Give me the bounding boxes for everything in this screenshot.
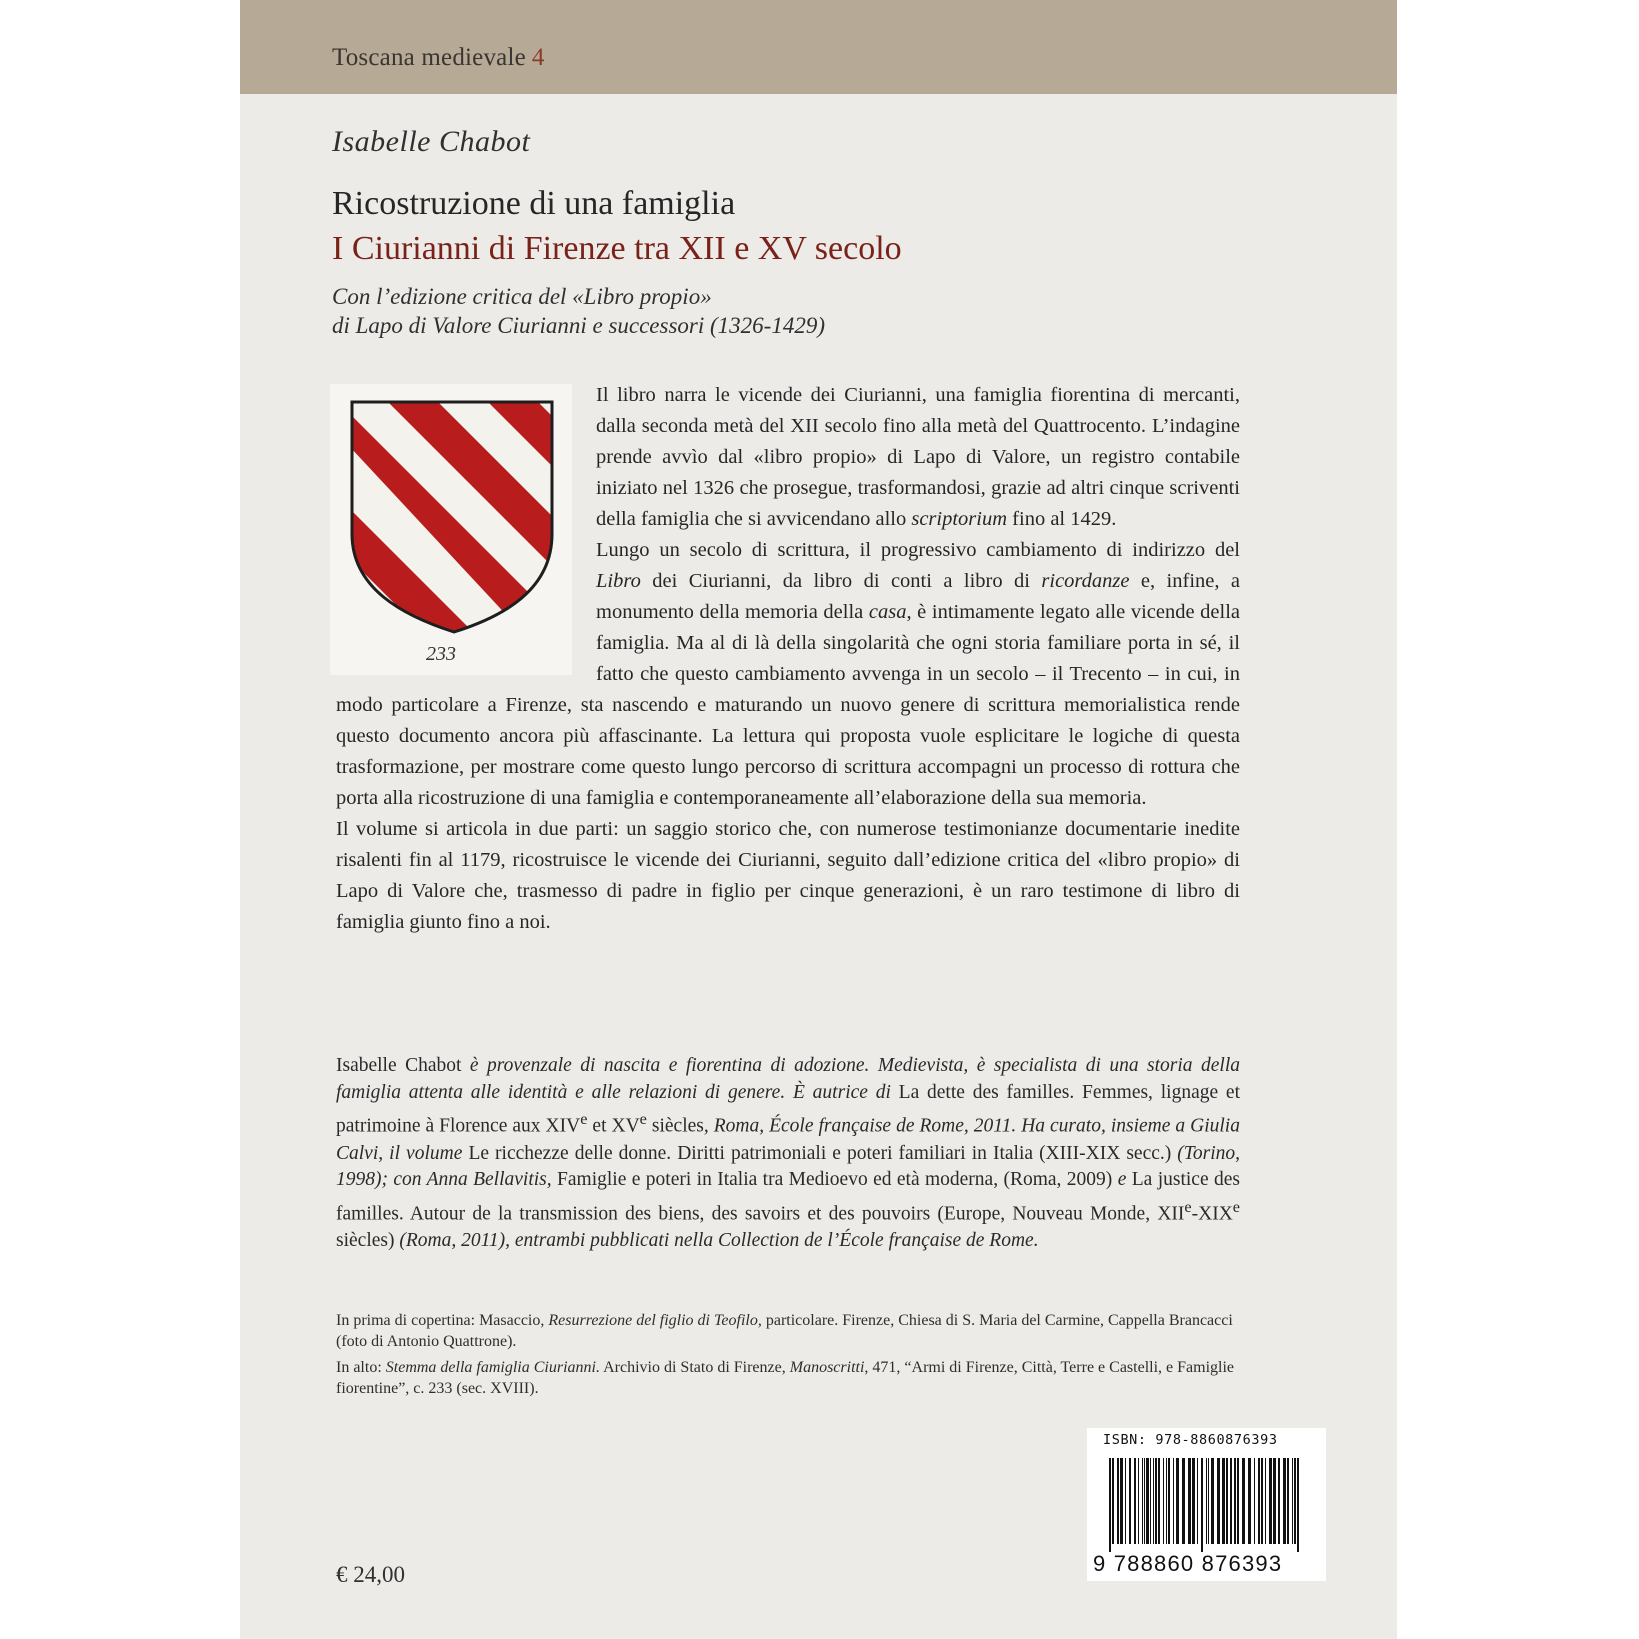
- barcode-bar: [1265, 1458, 1266, 1544]
- barcode-bar: [1138, 1458, 1139, 1544]
- barcode-bar: [1134, 1458, 1136, 1544]
- barcode-bar: [1117, 1458, 1119, 1544]
- barcode-bar: [1254, 1458, 1255, 1544]
- barcode-bar: [1146, 1458, 1149, 1544]
- barcode-bar: [1283, 1458, 1286, 1544]
- barcode-bar: [1201, 1458, 1203, 1552]
- edition-line-2: di Lapo di Valore Ciurianni e successori (1326-1429): [332, 313, 825, 338]
- isbn-barcode: [1087, 1428, 1326, 1581]
- barcode-bar: [1222, 1458, 1225, 1544]
- author-name: Isabelle Chabot: [332, 125, 531, 158]
- barcode-bar: [1125, 1458, 1126, 1544]
- barcode-bar: [1176, 1458, 1179, 1544]
- barcode-bar: [1153, 1458, 1154, 1544]
- barcode-bar: [1173, 1458, 1174, 1544]
- barcode-bar: [1197, 1458, 1198, 1544]
- barcode-bar: [1208, 1458, 1209, 1544]
- description-paragraph-3: Il volume si articola in due parti: un saggio storico che, con numerose testimonianze documentarie inedite risalenti fin al 1179, ricostruisce le vicende dei Ciurianni, seguito dall’edizione critica del «libro propio» di Lapo di Valore che, trasmesso di padre in figlio per cinque generazioni, è un raro testimone di libro di famiglia giunto fino a noi.: [336, 818, 1240, 933]
- price-label: € 24,00: [336, 1562, 405, 1587]
- isbn-digits: 9 788860 876393: [1093, 1551, 1283, 1576]
- series-number: 4: [531, 44, 545, 71]
- barcode-bar: [1150, 1458, 1151, 1544]
- barcode-bar: [1242, 1458, 1245, 1544]
- barcode-bar: [1166, 1458, 1167, 1544]
- barcode-bar: [1144, 1458, 1145, 1544]
- book-back-cover: [240, 0, 1397, 1639]
- barcode-bar: [1109, 1458, 1111, 1552]
- barcode-bar: [1112, 1458, 1114, 1544]
- description-paragraph-2: Lungo un secolo di scrittura, il progressivo cambiamento di indirizzo del Libro dei Ciurianni, da libro di conti a libro di ricordanze e, infine, a monumento della memoria della casa, è intimamente legato alle vicende della famiglia. Ma al di là della singolarità che ogni storia familiare porta in sé, il fatto che questo cambiamento avvenga in un secolo – il Trecento – in cui, in modo particolare a Firenze, sta nascendo e maturando un nuovo genere di scrittura memorialistica rende questo documento ancora più affascinante. La lettura qui proposta vuole esplicitare le logiche di questa trasformazione, per mostrare come questo lungo percorso di scrittura accompagni un processo di rottura che porta alla ricostruzione di una famiglia e contemporaneamente all’elaborazione della sua memoria.: [336, 539, 1241, 809]
- barcode-bar: [1142, 1458, 1143, 1544]
- barcode-bar: [1261, 1458, 1263, 1544]
- edition-note: [332, 282, 1132, 340]
- barcode-bar: [1278, 1458, 1280, 1544]
- barcode-bars-icon: [1087, 1452, 1326, 1552]
- barcode-bar: [1211, 1458, 1214, 1544]
- barcode-bar: [1188, 1458, 1191, 1544]
- barcode-bar: [1287, 1458, 1289, 1544]
- barcode-bar: [1168, 1458, 1170, 1544]
- top-band: [240, 0, 1397, 94]
- edition-line-1: Con l’edizione critica del «Libro propio»: [332, 284, 712, 309]
- barcode-bar: [1294, 1458, 1296, 1544]
- barcode-bar: [1297, 1458, 1299, 1552]
- author-biography: Isabelle Chabot è provenzale di nascita e fiorentina di adozione. Medievista, è specialista di una storia della famiglia attenta alle identità e alle relazioni di genere. È autrice di La dette des familles. Femmes, lignage et patrimoine à Florence aux XIVe et XVe siècles, Roma, École française de Rome, 2011. Ha curato, insieme a Giulia Calvi, il volume Le ricchezze delle donne. Diritti patrimoniali e poteri familiari in Italia (XIII-XIX secc.) (Torino, 1998); con Anna Bellavitis, Famiglie e poteri in Italia tra Medioevo ed età moderna, (Roma, 2009) e La justice des familles. Autour de la transmission des biens, des savoirs et des pouvoirs (Europe, Nouveau Monde, XIIe-XIXe siècles) (Roma, 2011), entrambi pubblicati nella Collection de l’École française de Rome.: [336, 1055, 1240, 1252]
- barcode-bar: [1206, 1458, 1207, 1544]
- image-credits: [336, 1310, 1240, 1404]
- barcode-bar: [1234, 1458, 1236, 1544]
- barcode-bar: [1182, 1458, 1185, 1544]
- barcode-bar: [1129, 1458, 1131, 1544]
- barcode-bar: [1237, 1458, 1239, 1544]
- barcode-bar: [1163, 1458, 1164, 1544]
- barcode-bar: [1230, 1458, 1232, 1544]
- barcode-bar: [1292, 1458, 1293, 1544]
- barcode-bar: [1192, 1458, 1195, 1544]
- crest-number: 233: [426, 643, 456, 665]
- barcode-bar: [1120, 1458, 1123, 1544]
- barcode-bar: [1226, 1458, 1228, 1544]
- barcode-bar: [1258, 1458, 1260, 1544]
- series-title: [332, 44, 545, 72]
- description-paragraph-1: Il libro narra le vicende dei Ciurianni, una famiglia fiorentina di mercanti, dalla seconda metà del XII secolo fino alla metà del Quattrocento. L’indagine prende avvìo dal «libro propio» di Lapo di Valore, un registro contabile iniziato nel 1326 che prosegue, trasformandosi, grazie ad altri cinque scriventi della famiglia che si avvicendano allo scriptorium fino al 1429.: [596, 384, 1240, 530]
- isbn-label: ISBN: 978-8860876393: [1103, 1432, 1278, 1448]
- barcode-bar: [1273, 1458, 1276, 1544]
- series-name: Toscana medievale: [332, 44, 526, 71]
- barcode-bar: [1217, 1458, 1220, 1544]
- credit-crest: In alto: Stemma della famiglia Ciurianni. Archivio di Stato di Firenze, Manoscritti, 471, “Armi di Firenze, Città, Terre e Castelli, e Famiglie fiorentine”, c. 233 (sec. XVIII).: [336, 1359, 1235, 1397]
- book-subtitle: I Ciurianni di Firenze tra XII e XV secolo: [332, 230, 902, 267]
- book-title: Ricostruzione di una famiglia: [332, 185, 736, 222]
- credit-cover: In prima di copertina: Masaccio, Resurrezione del figlio di Teofilo, particolare. Firenze, Chiesa di S. Maria del Carmine, Cappella Brancacci (foto di Antonio Quattrone).: [336, 1312, 1233, 1350]
- barcode-bar: [1248, 1458, 1251, 1544]
- barcode-bar: [1155, 1458, 1157, 1544]
- barcode-bar: [1158, 1458, 1160, 1544]
- book-description: [336, 380, 1240, 938]
- barcode-bar: [1269, 1458, 1272, 1544]
